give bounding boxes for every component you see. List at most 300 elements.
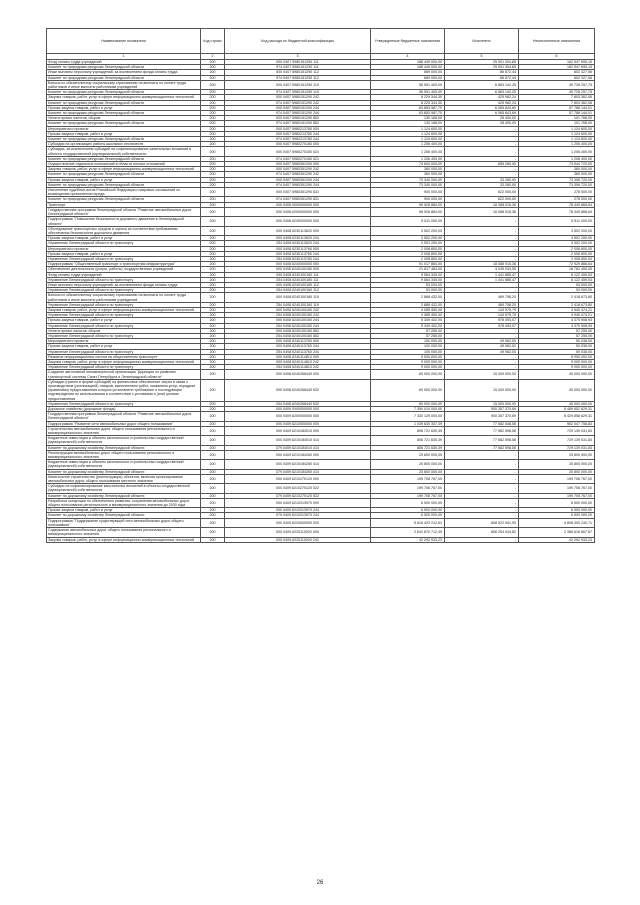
row-unexecuted: 73 306 720,00 <box>519 177 595 182</box>
row-approved: 1 206 400,00 <box>371 156 445 161</box>
row-kbk: 000 0409 6210184260 000 <box>225 450 371 459</box>
row-kbk: 000 0407 5980151290 119 <box>225 80 371 89</box>
row-kbk: 000 0408 6240100160 111 <box>225 272 371 277</box>
row-line-code: 200 <box>201 302 225 307</box>
row-line-code: 200 <box>201 349 225 354</box>
row-name: Управление Ленинградской области по транспорту <box>47 349 201 354</box>
row-executed: - <box>445 217 519 226</box>
row-unexecuted: 1 206 400,00 <box>519 147 595 156</box>
row-kbk: 974 0407 5980351290 242 <box>225 172 371 177</box>
table-row <box>47 207 595 216</box>
row-approved: 1 206 400,00 <box>371 147 445 156</box>
row-executed: 6 863 142,25 <box>445 80 519 89</box>
row-executed: - <box>445 251 519 256</box>
row-kbk: 000 0408 6240100160 242 <box>225 307 371 312</box>
row-approved: 9 000 000,00 <box>371 365 445 370</box>
row-name: Прочая закупка товаров, работ и услуг <box>47 318 201 323</box>
row-approved: 2 642 870 712,49 <box>371 528 445 537</box>
row-kbk: 000 0409 6210184010 000 <box>225 426 371 435</box>
row-unexecuted: 8 122 459,53 <box>519 277 595 282</box>
row-approved: 7 330 129 000,00 <box>371 412 445 421</box>
row-kbk: 000 0408 6240100160 852 <box>225 328 371 333</box>
row-kbk: 000 0409 6200000000 000 <box>225 412 371 421</box>
row-executed: 425 982,24 <box>445 95 519 100</box>
row-executed: - <box>445 288 519 293</box>
row-line-code: 200 <box>201 236 225 241</box>
row-name: Управление Ленинградской области по транспорту <box>47 277 201 282</box>
row-executed: 655 280,00 <box>445 162 519 167</box>
row-line-code: 200 <box>201 131 225 136</box>
row-kbk: 974 0407 5980151290 244 <box>225 111 371 116</box>
row-name: Прочая закупка товаров, работ и услуг <box>47 177 201 182</box>
row-line-code: 200 <box>201 147 225 156</box>
row-name: Управление Ленинградской области по транспорту <box>47 333 201 338</box>
row-unexecuted: 1 206 400,00 <box>519 156 595 161</box>
row-name: Прочая закупка товаров, работ и услуг <box>47 508 201 513</box>
row-kbk: 000 0408 0000000000 000 <box>225 202 371 207</box>
row-executed: - <box>445 493 519 498</box>
row-kbk: 000 0407 5980213780 000 <box>225 126 371 131</box>
row-line-code: 200 <box>201 513 225 518</box>
row-unexecuted: 278 000,00 <box>519 188 595 197</box>
row-line-code: 200 <box>201 445 225 450</box>
row-kbk: 000 0409 6210313970 000 <box>225 498 371 507</box>
row-executed: 900 357 370,69 <box>445 412 519 421</box>
row-executed: - <box>445 137 519 142</box>
row-executed: 86 672,44 <box>445 75 519 80</box>
row-line-code: 200 <box>201 339 225 344</box>
row-approved: 25 800 000,00 <box>371 469 445 474</box>
row-kbk: 254 0408 6240100160 112 <box>225 288 371 293</box>
row-unexecuted: 7 803 362,06 <box>519 100 595 105</box>
row-kbk: 000 0408 6230113620 244 <box>225 236 371 241</box>
row-kbk: 974 0407 5980151290 852 <box>225 121 371 126</box>
row-approved: 60 000 000,00 <box>371 379 445 401</box>
row-name: Комитет по природным ресурсам Ленинградской области <box>47 172 201 177</box>
row-line-code: 200 <box>201 207 225 216</box>
header-unexecuted: Неисполненные назначения <box>519 29 595 54</box>
row-unexecuted: 25 800 000,00 <box>519 460 595 469</box>
row-kbk: 254 0408 6230113620 244 <box>225 241 371 246</box>
table-row <box>47 293 595 302</box>
row-executed: - <box>445 484 519 493</box>
row-approved: 73 340 000,00 <box>371 177 445 182</box>
row-line-code: 200 <box>201 105 225 110</box>
row-approved: 60 000 000,00 <box>371 370 445 379</box>
row-executed: - <box>445 474 519 483</box>
row-unexecuted: 57 255,00 <box>519 328 595 333</box>
row-approved: 9 000 000,00 <box>371 359 445 364</box>
row-line-code: 200 <box>201 518 225 527</box>
row-name: Подпрограмма "Общественный транспорт и транспортная инфраструктура" <box>47 262 201 267</box>
row-unexecuted: 57 788 144,01 <box>519 111 595 116</box>
row-unexecuted: 50 038,00 <box>519 344 595 349</box>
row-name: Закупка товаров, работ, услуг в сфере информационно-коммуникационных технологий <box>47 359 201 364</box>
row-approved: 7 390 010 000,00 <box>371 407 445 412</box>
row-approved: 1 039 630 307,39 <box>371 421 445 426</box>
row-kbk: 000 0407 5980151290 111 <box>225 60 371 65</box>
row-unexecuted: 18 782 450,05 <box>519 267 595 272</box>
row-kbk: 000 0407 5980351290 242 <box>225 167 371 172</box>
row-unexecuted: 7 803 362,06 <box>519 95 595 100</box>
column-number: 6 <box>519 54 595 60</box>
row-kbk: 000 0409 6220110020 242 <box>225 537 371 542</box>
row-line-code: 200 <box>201 75 225 80</box>
row-name: Комитет по природным ресурсам Ленинградской области <box>47 111 201 116</box>
row-approved: 56 591 400,00 <box>371 80 445 89</box>
row-executed: 15 000 000,00 <box>445 370 519 379</box>
row-approved: 74 600 000,00 <box>371 162 445 167</box>
row-executed: - <box>445 147 519 156</box>
row-approved: 8 229 344,30 <box>371 95 445 100</box>
row-unexecuted: 2 418 673,80 <box>519 293 595 302</box>
row-approved: 60 000 000,00 <box>371 401 445 406</box>
row-kbk: 000 0407 5980351290 831 <box>225 188 371 197</box>
row-executed: - <box>445 236 519 241</box>
row-approved: 900 000,00 <box>371 188 445 197</box>
row-name: Управление Ленинградской области по транспорту <box>47 365 201 370</box>
row-line-code: 200 <box>201 197 225 202</box>
row-kbk: 974 0407 5980151290 111 <box>225 65 371 70</box>
row-kbk: 000 0408 6230113760 244 <box>225 251 371 256</box>
row-kbk: 254 0408 6240100160 244 <box>225 323 371 328</box>
row-approved: 4 085 450,00 <box>371 307 445 312</box>
row-line-code: 200 <box>201 412 225 421</box>
row-unexecuted: 2 386 616 667,67 <box>519 528 595 537</box>
row-kbk: 000 0409 6210313970 244 <box>225 508 371 513</box>
row-executed: 15 000 000,00 <box>445 379 519 401</box>
row-executed: 77 582 598,56 <box>445 445 519 450</box>
row-kbk: 974 0407 5980151290 119 <box>225 90 371 95</box>
row-unexecuted: 72 929 868,64 <box>519 262 595 267</box>
row-unexecuted: 360 000,00 <box>519 167 595 172</box>
table-row <box>47 80 595 89</box>
row-name: Разработка концепции по обеспечению развития, сохранения автомобильных дорог общего пользования регионального и межмуниципального значения до 2030 года <box>47 498 201 507</box>
row-approved: 57 255,00 <box>371 328 445 333</box>
row-approved: 63 853 987,70 <box>371 111 445 116</box>
row-executed: 25 901 304,85 <box>445 60 519 65</box>
row-approved: 96 528 884,00 <box>371 202 445 207</box>
row-executed: - <box>445 498 519 507</box>
row-line-code: 200 <box>201 379 225 401</box>
row-executed: - <box>445 513 519 518</box>
row-unexecuted: 101 768,00 <box>519 116 595 121</box>
row-unexecuted: 6 500 000,00 <box>519 498 595 507</box>
row-unexecuted: 278 000,00 <box>519 197 595 202</box>
table-body <box>47 60 595 543</box>
table-row <box>47 370 595 379</box>
row-name: Управление Ленинградской области по транспорту <box>47 241 201 246</box>
table-row <box>47 426 595 435</box>
row-name: Прочая закупка товаров, работ и услуг <box>47 251 201 256</box>
row-line-code: 200 <box>201 182 225 187</box>
row-executed: 86 672,44 <box>445 70 519 75</box>
row-approved: 100 000,00 <box>371 349 445 354</box>
row-approved: 96 528 884,00 <box>371 207 445 216</box>
row-executed: 6 863 142,25 <box>445 90 519 95</box>
row-executed: - <box>445 354 519 359</box>
row-line-code: 200 <box>201 70 225 75</box>
row-unexecuted: 73 306 720,00 <box>519 182 595 187</box>
row-unexecuted: 6 500 000,00 <box>519 508 595 513</box>
row-kbk: 974 0407 5980151290 242 <box>225 100 371 105</box>
row-executed: - <box>445 156 519 161</box>
row-approved: 21 817 484,00 <box>371 267 445 272</box>
row-approved: 2 008 800,00 <box>371 246 445 251</box>
header-line-code: Код строки <box>201 29 225 54</box>
row-name: Закупка товаров, работ, услуг в сфере информационно-коммуникационных технологий <box>47 95 201 100</box>
row-name: Управление Ленинградской области по транспорту <box>47 256 201 261</box>
row-name: Управление Ленинградской области по транспорту <box>47 401 201 406</box>
row-line-code: 200 <box>201 436 225 445</box>
row-line-code: 200 <box>201 484 225 493</box>
row-unexecuted: 4 370 908,93 <box>519 318 595 323</box>
row-kbk: 000 0407 5980151290 852 <box>225 116 371 121</box>
row-unexecuted: 2 008 800,00 <box>519 256 595 261</box>
row-unexecuted: 3 940 474,21 <box>519 313 595 318</box>
row-name: Управление Ленинградской области по транспорту <box>47 323 201 328</box>
row-approved: 689 000,00 <box>371 70 445 75</box>
row-line-code: 200 <box>201 167 225 172</box>
row-name: Строительство автомобильных дорог общего пользования регионального и межмуниципального значения <box>47 426 201 435</box>
row-unexecuted: 199 708 767,00 <box>519 474 595 483</box>
row-kbk: 079 0409 6210313970 244 <box>225 513 371 518</box>
row-kbk: 000 0408 6240113760 244 <box>225 344 371 349</box>
header-row <box>47 29 595 54</box>
header-approved: Утвержденные бюджетные назначения <box>371 29 445 54</box>
column-number: 2 <box>201 54 225 60</box>
row-name: Комитет по природным ресурсам Ленинградской области <box>47 182 201 187</box>
row-kbk: 000 0408 6240100160 000 <box>225 267 371 272</box>
table-row <box>47 484 595 493</box>
row-line-code: 200 <box>201 498 225 507</box>
row-kbk: 000 0408 6240114810 242 <box>225 359 371 364</box>
row-kbk: 254 0408 6240100160 111 <box>225 277 371 282</box>
row-kbk: 000 0408 6230113760 000 <box>225 246 371 251</box>
row-approved: 360 000,00 <box>371 172 445 177</box>
row-executed: 622 000,00 <box>445 188 519 197</box>
row-unexecuted: 78 440 868,64 <box>519 202 595 207</box>
row-unexecuted: 729 139 031,83 <box>519 445 595 450</box>
row-name: Комитет по дорожному хозяйству Ленинградской области <box>47 513 201 518</box>
row-line-code: 200 <box>201 359 225 364</box>
row-executed: 3 035 033,95 <box>445 267 519 272</box>
row-name: Осуществление отдельных полномочий в области лесных отношений <box>47 162 201 167</box>
row-executed: - <box>445 241 519 246</box>
row-name: Создание автономной некоммерческой организации "Дирекция по развитию транспортной системы Санкт-Петербурга и Ленинградской области" <box>47 370 201 379</box>
row-unexecuted: 729 139 031,83 <box>519 436 595 445</box>
row-unexecuted: 53 000,00 <box>519 282 595 287</box>
column-number: 5 <box>445 54 519 60</box>
row-unexecuted: 53 000,00 <box>519 288 595 293</box>
row-kbk: 974 0407 5980213780 244 <box>225 137 371 142</box>
row-unexecuted: 73 944 720,00 <box>519 162 595 167</box>
row-approved: 100 000,00 <box>371 344 445 349</box>
row-executed: - <box>445 282 519 287</box>
table-row <box>47 460 595 469</box>
table-row <box>47 537 595 542</box>
row-line-code: 200 <box>201 313 225 318</box>
row-approved: 2 888 432,00 <box>371 302 445 307</box>
row-kbk: 000 0407 5980270160 000 <box>225 142 371 147</box>
row-approved: 1 124 600,00 <box>371 137 445 142</box>
row-kbk: 000 0407 5980151290 244 <box>225 105 371 110</box>
row-approved: 3 502 200,00 <box>371 226 445 235</box>
row-executed: 15 000 000,00 <box>445 401 519 406</box>
row-unexecuted: 8 122 459,53 <box>519 272 595 277</box>
row-approved: 5 349 402,00 <box>371 323 445 328</box>
row-unexecuted: 3 502 200,00 <box>519 241 595 246</box>
row-line-code: 200 <box>201 537 225 542</box>
row-unexecuted: 199 708 767,00 <box>519 484 595 493</box>
row-executed: - <box>445 537 519 542</box>
row-approved: 57 255,00 <box>371 333 445 338</box>
table-row <box>47 226 595 235</box>
row-name: Мероприятия и проекты <box>47 246 201 251</box>
row-unexecuted: 45 000 000,00 <box>519 379 595 401</box>
row-kbk: 000 0407 5980351290 000 <box>225 162 371 167</box>
row-executed: 33 280,00 <box>445 182 519 187</box>
row-name: Комитет по природным ресурсам Ленинградской области <box>47 121 201 126</box>
row-executed: 808 022 941,90 <box>445 518 519 527</box>
row-name: Управление Ленинградской области по транспорту <box>47 302 201 307</box>
row-executed: 33 280,00 <box>445 177 519 182</box>
row-unexecuted: 78 440 868,64 <box>519 207 595 216</box>
row-approved: 6 500 000,00 <box>371 508 445 513</box>
row-line-code: 200 <box>201 188 225 197</box>
table-row <box>47 147 595 156</box>
row-approved: 900 000,00 <box>371 197 445 202</box>
row-kbk: 000 0407 5980270160 521 <box>225 147 371 156</box>
row-kbk: 974 0407 5980351290 244 <box>225 182 371 187</box>
row-unexecuted: 4 370 908,93 <box>519 323 595 328</box>
row-executed: - <box>445 328 519 333</box>
row-name: Закупка товаров, работ, услуг в сфере информационно-коммуникационных технологий <box>47 167 201 172</box>
row-line-code: 200 <box>201 288 225 293</box>
row-executed: - <box>445 126 519 131</box>
row-unexecuted: 50 038,00 <box>519 349 595 354</box>
row-line-code: 200 <box>201 267 225 272</box>
row-line-code: 200 <box>201 493 225 498</box>
row-executed: 18 088 015,36 <box>445 262 519 267</box>
row-line-code: 200 <box>201 277 225 282</box>
row-executed: 28 400,00 <box>445 116 519 121</box>
row-line-code: 200 <box>201 272 225 277</box>
row-name: Комитет по природным ресурсам Ленинградской области <box>47 137 201 142</box>
row-executed: 900 357 370,69 <box>445 407 519 412</box>
row-approved: 360 000,00 <box>371 167 445 172</box>
row-kbk: 000 0408 6240100160 244 <box>225 318 371 323</box>
row-kbk: 000 0407 5980151290 242 <box>225 95 371 100</box>
row-name: Содержание автомобильных дорог общего пользования регионального и межмуниципального значения <box>47 528 201 537</box>
row-line-code: 200 <box>201 318 225 323</box>
row-unexecuted: 602 327,56 <box>519 70 595 75</box>
row-name: Комитет по дорожному хозяйству Ленинградской области <box>47 469 201 474</box>
row-approved: 2 888 432,00 <box>371 293 445 302</box>
row-kbk: 254 0408 6240100160 242 <box>225 313 371 318</box>
row-unexecuted: 49 728 257,75 <box>519 90 595 95</box>
table-row <box>47 436 595 445</box>
row-approved: 25 800 000,00 <box>371 450 445 459</box>
row-executed: - <box>445 365 519 370</box>
row-approved: 1 124 600,00 <box>371 126 445 131</box>
table-row <box>47 379 595 401</box>
row-unexecuted: 162 547 695,15 <box>519 65 595 70</box>
row-name: Прочая закупка товаров, работ и услуг <box>47 131 201 136</box>
row-name: Прочая закупка товаров, работ и услуг <box>47 344 201 349</box>
row-unexecuted: 360 000,00 <box>519 172 595 177</box>
row-approved: 2 008 800,00 <box>371 256 445 261</box>
row-unexecuted: 25 800 000,00 <box>519 469 595 474</box>
row-executed: 25 901 304,85 <box>445 65 519 70</box>
row-approved: 53 000,00 <box>371 282 445 287</box>
row-line-code: 200 <box>201 100 225 105</box>
row-kbk: 974 0407 5980351290 831 <box>225 197 371 202</box>
row-kbk: 000 0409 6210270120 522 <box>225 484 371 493</box>
row-line-code: 200 <box>201 474 225 483</box>
row-line-code: 200 <box>201 469 225 474</box>
row-unexecuted: 45 000 000,00 <box>519 370 595 379</box>
row-unexecuted: 57 255,00 <box>519 333 595 338</box>
row-name: Подпрограмма "Поддержание существующей сети автомобильных дорог общего пользования" <box>47 518 201 527</box>
row-unexecuted: 2 008 800,00 <box>519 246 595 251</box>
header-name: Наименование показателя <box>47 29 201 54</box>
row-executed: - <box>445 508 519 513</box>
row-line-code: 200 <box>201 111 225 116</box>
header-executed: Исполнено <box>445 29 519 54</box>
row-kbk: 254 0408 6240266440 632 <box>225 401 371 406</box>
row-name: Комитет по природным ресурсам Ленинградской области <box>47 75 201 80</box>
row-kbk: 000 0408 6240266440 632 <box>225 379 371 401</box>
row-unexecuted: 50 038,00 <box>519 339 595 344</box>
row-unexecuted: 1 124 600,00 <box>519 126 595 131</box>
row-approved: 130 168,00 <box>371 116 445 121</box>
row-executed: - <box>445 131 519 136</box>
row-unexecuted: 1 124 600,00 <box>519 131 595 136</box>
row-line-code: 200 <box>201 226 225 235</box>
row-unexecuted: 1 206 400,00 <box>519 142 595 147</box>
row-approved: 56 591 400,00 <box>371 90 445 95</box>
row-unexecuted: 5 511 000,00 <box>519 217 595 226</box>
row-approved: 6 500 000,00 <box>371 498 445 507</box>
row-executed: 77 582 598,56 <box>445 436 519 445</box>
row-executed: 6 065 843,69 <box>445 111 519 116</box>
row-name: Иные выплаты персоналу учреждений, за исключением фонда оплаты труда <box>47 70 201 75</box>
row-name: Мероприятия и проекты <box>47 126 201 131</box>
table-row <box>47 528 595 537</box>
row-name: Фонд оплаты труда учреждений <box>47 272 201 277</box>
row-unexecuted: 2 008 800,00 <box>519 251 595 256</box>
row-executed: 144 975,79 <box>445 313 519 318</box>
table-row <box>47 498 595 507</box>
row-approved: 689 000,00 <box>371 75 445 80</box>
row-executed: 469 758,20 <box>445 302 519 307</box>
row-approved: 1 124 600,00 <box>371 131 445 136</box>
row-line-code: 200 <box>201 344 225 349</box>
row-line-code: 200 <box>201 251 225 256</box>
row-unexecuted: 3 940 474,21 <box>519 307 595 312</box>
row-unexecuted: 57 788 144,01 <box>519 105 595 110</box>
row-kbk: 000 0409 6210184260 414 <box>225 460 371 469</box>
row-line-code: 200 <box>201 370 225 379</box>
row-executed: 18 088 015,36 <box>445 207 519 216</box>
row-name: Обеспечение деятельности (услуги, работы) государственных учреждений <box>47 267 201 272</box>
row-unexecuted: 199 708 767,00 <box>519 493 595 498</box>
row-executed: - <box>445 256 519 261</box>
row-name: Субсидии, за исключением субсидий на софинансирование капитальных вложений в объекты государственной (муниципальной) собственности <box>47 147 201 156</box>
row-executed: - <box>445 142 519 147</box>
row-name: Субсидии на софинансирование капитальных вложений в объекты государственной (муниципальной) собственности <box>47 484 201 493</box>
